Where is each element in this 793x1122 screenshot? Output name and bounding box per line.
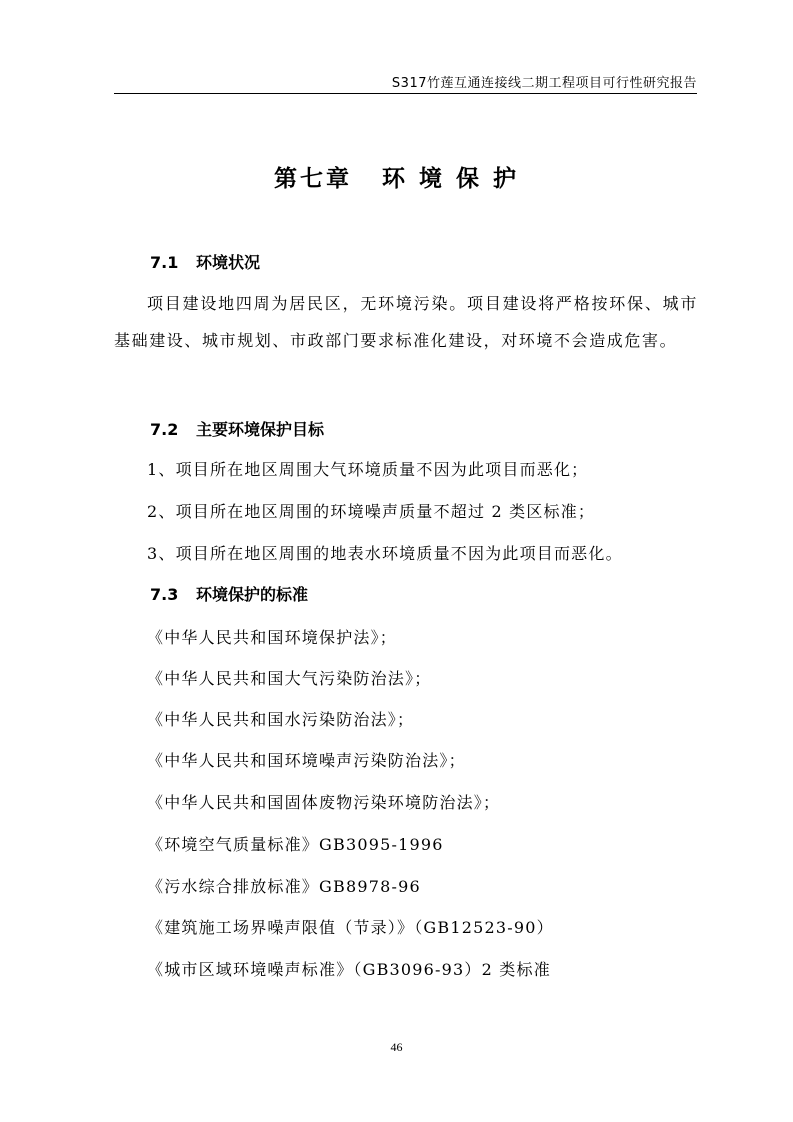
section-number: 7.1 bbox=[150, 253, 179, 272]
standard-item: 《中华人民共和国环境噪声污染防治法》； bbox=[147, 751, 466, 770]
page-number: 46 bbox=[390, 1040, 403, 1054]
standard-item: 《建筑施工场界噪声限值（节录）》（GB12523-90） bbox=[147, 918, 554, 937]
standard-item: 《环境空气质量标准》GB3095-1996 bbox=[147, 835, 444, 854]
header-divider bbox=[114, 93, 697, 94]
section-number: 7.2 bbox=[150, 420, 179, 439]
target-item: 1、项目所在地区周围大气环境质量不因为此项目而恶化； bbox=[147, 460, 589, 479]
section-heading bbox=[150, 417, 324, 440]
chapter-number: 第七章 bbox=[273, 166, 352, 192]
section-heading bbox=[150, 582, 308, 605]
standard-item: 《中华人民共和国水污染防治法》； bbox=[147, 710, 415, 729]
section-title: 主要环境保护目标 bbox=[196, 420, 325, 439]
chapter-name: 环 境 保 护 bbox=[381, 166, 520, 192]
running-header: S317竹莲互通连接线二期工程项目可行性研究报告 bbox=[391, 76, 697, 91]
section-title: 环境保护的标准 bbox=[196, 585, 309, 604]
target-item: 3、项目所在地区周围的地表水环境质量不因为此项目而恶化。 bbox=[147, 544, 623, 563]
body-paragraph: 项目建设地四周为居民区，无环境污染。项目建设将严格按环保、城市基础建设、城市规划、市政部门要求标准化建设，对环境不会造成危害。 bbox=[114, 294, 698, 350]
chapter-title bbox=[0, 160, 793, 193]
standard-item: 《中华人民共和国大气污染防治法》； bbox=[147, 669, 432, 688]
standard-item: 《中华人民共和国环境保护法》； bbox=[147, 628, 398, 647]
standard-item: 《污水综合排放标准》GB8978-96 bbox=[147, 877, 421, 896]
target-item: 2、项目所在地区周围的环境噪声质量不超过 2 类区标准； bbox=[147, 502, 596, 521]
standard-item: 《城市区域环境噪声标准》（GB3096-93）2 类标准 bbox=[147, 960, 551, 979]
section-title: 环境状况 bbox=[196, 253, 261, 272]
standard-item: 《中华人民共和国固体废物污染环境防治法》； bbox=[147, 793, 501, 812]
section-heading bbox=[150, 250, 260, 273]
section-number: 7.3 bbox=[150, 585, 179, 604]
